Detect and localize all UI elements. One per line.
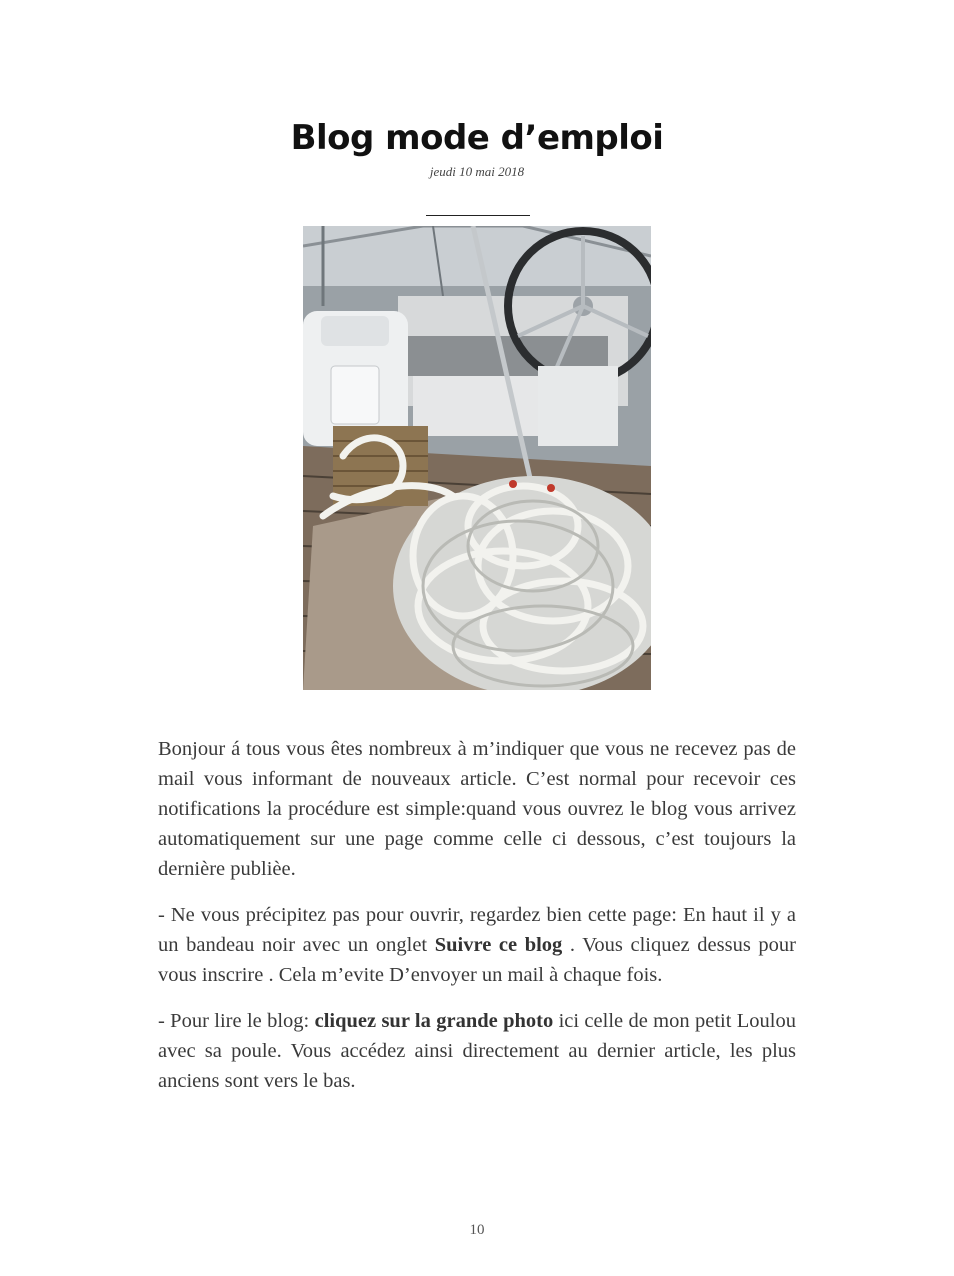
paragraph-follow-text-after: . Vous cliquez dessus pour vous inscrire . Cela m’evite D’envoyer un mail à chaque fois.	[158, 934, 796, 986]
click-photo-emphasis: cliquez sur la grande photo	[314, 1010, 554, 1032]
title-divider	[426, 215, 530, 216]
follow-blog-emphasis: Suivre ce blog	[434, 934, 563, 956]
page-title: Blog mode d’emploi	[290, 118, 664, 158]
page-number: 10	[469, 1222, 485, 1238]
post-body	[158, 734, 796, 1112]
post-photo	[303, 226, 651, 690]
paragraph-intro	[158, 734, 796, 884]
paragraph-read-instructions	[158, 1006, 796, 1096]
paragraph-read-text-after: ici celle de mon petit Loulou avec sa poule. Vous accédez ainsi directement au dernier article, les plus anciens sont vers le bas.	[158, 1010, 796, 1092]
paragraph-intro-text: Bonjour á tous vous êtes nombreux à m’indiquer que vous ne recevez pas de mail vous informant de nouveaux article. C’est normal pour recevoir ces notifications la procédure est simple:quand vous ouvrez le blog vous arrivez automatiquement sur une page comme celle ci dessous, c’est toujours la dernière publièe.	[158, 738, 796, 880]
paragraph-follow-instructions	[158, 900, 796, 990]
paragraph-read-text-before: - Pour lire le blog:	[158, 1010, 315, 1032]
paragraph-follow-text-before: - Ne vous précipitez pas pour ouvrir, regardez bien cette page: En haut il y a un bandeau noir avec un onglet	[158, 904, 796, 956]
post-date: jeudi 10 mai 2018	[429, 164, 525, 179]
